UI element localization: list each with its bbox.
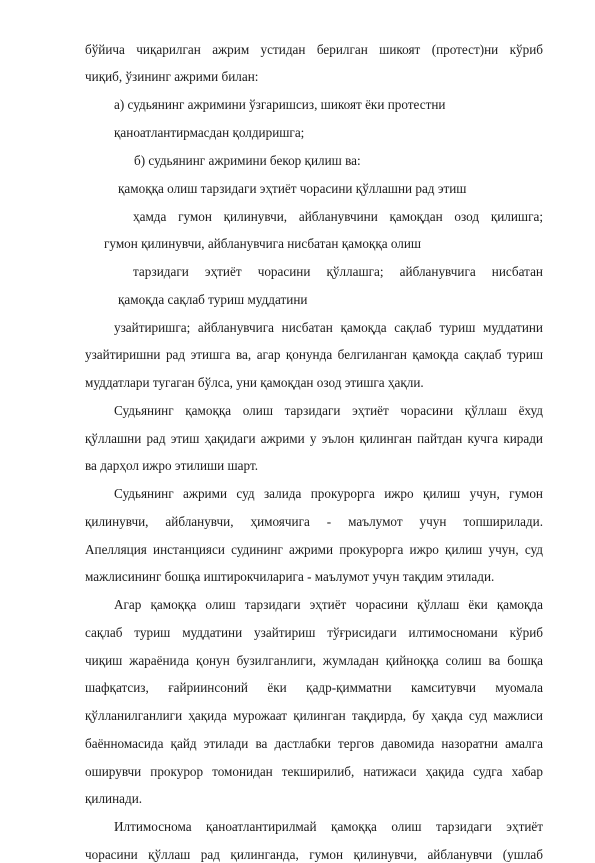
text-line: узайтиришга; айбланувчига нисбатан қамоқда сақлаб туриш муддатини: [114, 320, 543, 335]
text-line: чорасини қўллаш рад қилинганда, гумон қилинувчи, айбланувчи (ушлаб: [85, 847, 543, 862]
text-line: ҳамда гумон қилинувчи, айбланувчини қамоқдан озод қилишга;: [133, 209, 543, 224]
text-line: қилинади.: [85, 791, 143, 806]
text-line: қамоққа олиш тарзидаги эҳтиёт чорасини қўллашни рад этиш: [118, 181, 467, 196]
text-line: қўлланилганлиги ҳақида мурожаат қилинган тақдирда, бу ҳақда суд мажлиси: [85, 708, 543, 723]
text-line: бўйича чиқарилган ажрим устидан берилган шикоят (протест)ни кўриб: [85, 42, 543, 57]
text-line: сақлаб туриш муддатини узайтириш тўғрисидаги илтимосномани кўриб: [85, 625, 543, 640]
text-line: узайтиришни рад этишга ва, агар қонунда белгиланган қамоқда сақлаб туриш: [85, 347, 543, 362]
text-line: муддатлари тугаган бўлса, уни қамоқдан озод этишга ҳақли.: [85, 375, 424, 390]
text-line: Агар қамоққа олиш тарзидаги эҳтиёт чорасини қўллаш ёки қамоқда: [114, 597, 543, 612]
text-line: тарзидаги эҳтиёт чорасини қўллашга; айбланувчига нисбатан: [133, 264, 543, 279]
text-line: чиқиб, ўзининг ажрими билан:: [85, 69, 259, 84]
text-line: шафқатсиз, ғайриинсоний ёки қадр-қимматни камситувчи муомала: [85, 680, 543, 695]
text-line: қамоқда сақлаб туриш муддатини: [118, 292, 308, 307]
text-line: оширувчи прокурор томонидан текширилиб, натижаси ҳақида судга хабар: [85, 764, 543, 779]
text-line: қаноатлантирмасдан қолдиришга;: [114, 125, 305, 140]
text-line: чиқиш жараёнида қонун бузилганлиги, жумладан қийноққа солиш ва бошқа: [85, 653, 543, 668]
text-line: а) судьянинг ажримини ўзгаришсиз, шикоят ёки протестни: [114, 97, 446, 112]
text-line: қўллашни рад этиш ҳақидаги ажрими у эълон қилинган пайтдан кучга киради: [85, 431, 543, 446]
text-line: гумон қилинувчи, айбланувчига нисбатан қамоққа олиш: [104, 236, 422, 251]
text-line: Судьянинг ажрими суд залида прокурорга ижро қилиш учун, гумон: [114, 486, 543, 501]
text-line: Судьянинг қамоққа олиш тарзидаги эҳтиёт чорасини қўллаш ёхуд: [114, 403, 543, 418]
text-line: Апелляция инстанцияси судининг ажрими прокурорга ижро қилиш учун, суд: [85, 542, 543, 557]
text-line: Илтимоснома қаноатлантирилмай қамоққа олиш тарзидаги эҳтиёт: [114, 819, 543, 834]
text-line: қилинувчи, айбланувчи, ҳимоячига - маълумот учун топширилади.: [85, 514, 543, 529]
text-line: б) судьянинг ажримини бекор қилиш ва:: [134, 153, 361, 168]
text-line: ва дарҳол ижро этилиши шарт.: [85, 458, 259, 473]
text-line: баённомасида қайд этилади ва дастлабки тергов давомида назоратни амалга: [85, 736, 543, 751]
text-line: мажлисининг бошқа иштирокчиларига - маълумот учун тақдим этилади.: [85, 569, 495, 584]
